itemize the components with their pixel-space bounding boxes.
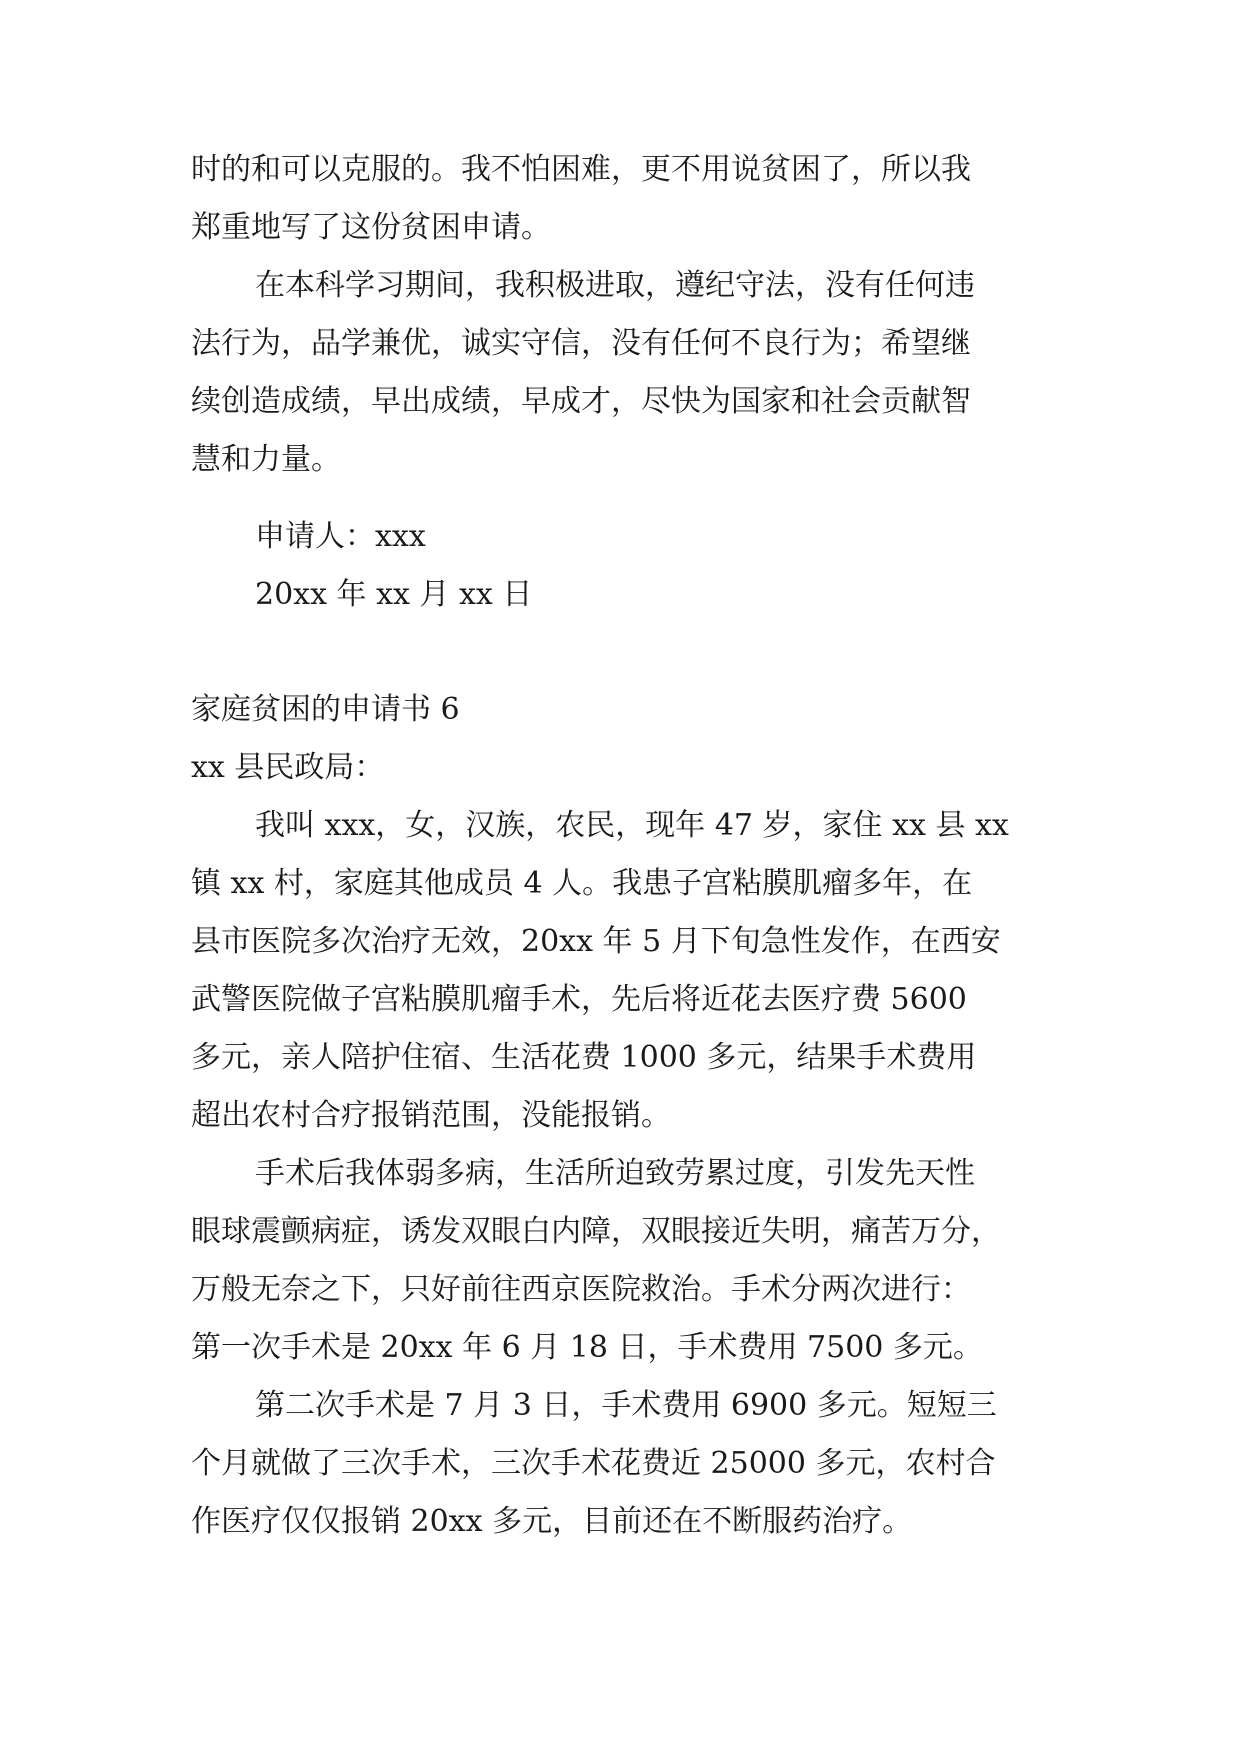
paragraph-line: 县市医院多次治疗无效，20xx 年 5 月下旬急性发作，在西安: [191, 924, 1001, 959]
paragraph-line: 郑重地写了这份贫困申请。: [191, 210, 551, 245]
addressee: xx 县民政局：: [191, 750, 385, 785]
paragraph-line: 作医疗仅仅报销 20xx 多元，目前还在不断服药治疗。: [191, 1504, 913, 1539]
paragraph-line: 手术后我体弱多病，生活所迫致劳累过度，引发先天性: [255, 1156, 975, 1191]
paragraph-line: 我叫 xxx，女，汉族，农民，现年 47 岁，家住 xx 县 xx: [255, 808, 1009, 843]
paragraph-line: 武警医院做子宫粘膜肌瘤手术，先后将近花去医疗费 5600: [191, 982, 967, 1017]
paragraph-line: 法行为，品学兼优，诚实守信，没有任何不良行为；希望继: [191, 326, 971, 361]
paragraph-line: 眼球震颤病症，诱发双眼白内障，双眼接近失明，痛苦万分，: [191, 1214, 1001, 1249]
paragraph-line: 镇 xx 村，家庭其他成员 4 人。我患子宫粘膜肌瘤多年，在: [191, 866, 973, 901]
paragraph-line: 个月就做了三次手术，三次手术花费近 25000 多元，农村合: [191, 1446, 996, 1481]
paragraph-line: 多元，亲人陪护住宿、生活花费 1000 多元，结果手术费用: [191, 1040, 977, 1075]
paragraph-line: 慧和力量。: [191, 442, 341, 477]
paragraph-line: 超出农村合疗报销范围，没能报销。: [191, 1098, 671, 1133]
paragraph-line: 第一次手术是 20xx 年 6 月 18 日，手术费用 7500 多元。: [191, 1330, 983, 1365]
paragraph-line: 在本科学习期间，我积极进取，遵纪守法，没有任何违: [255, 268, 975, 303]
paragraph-line: 续创造成绩，早出成绩，早成才，尽快为国家和社会贡献智: [191, 384, 971, 419]
section-title: 家庭贫困的申请书 6: [191, 692, 460, 727]
applicant-signature: 申请人：xxx: [255, 519, 426, 554]
paragraph-line: 时的和可以克服的。我不怕困难，更不用说贫困了，所以我: [191, 152, 971, 187]
paragraph-line: 万般无奈之下，只好前往西京医院救治。手术分两次进行：: [191, 1272, 971, 1307]
paragraph-line: 第二次手术是 7 月 3 日，手术费用 6900 多元。短短三: [255, 1388, 997, 1423]
signature-date: 20xx 年 xx 月 xx 日: [255, 577, 533, 612]
